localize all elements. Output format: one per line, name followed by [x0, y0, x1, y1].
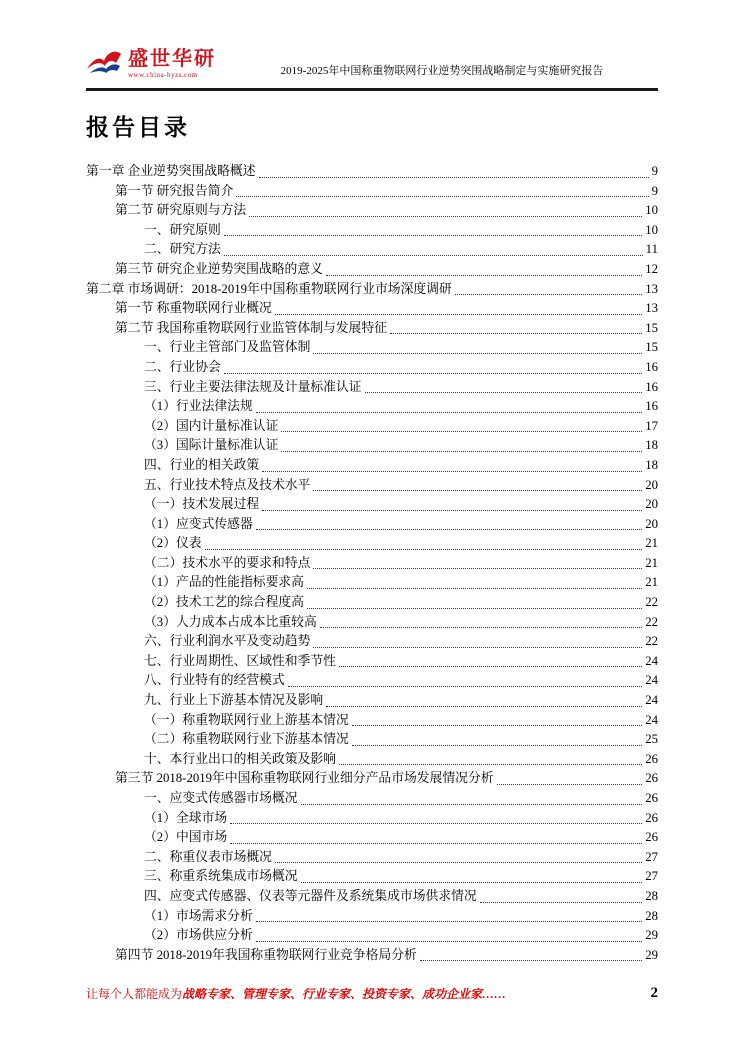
toc-entry-page: 21	[645, 555, 658, 570]
footer-slogan	[86, 985, 506, 1002]
toc-dot-leader	[224, 255, 643, 256]
toc-dot-leader	[313, 490, 642, 491]
toc-entry-page: 10	[645, 203, 658, 218]
toc-dot-leader	[256, 941, 642, 942]
toc-dot-leader	[230, 843, 642, 844]
toc-dot-leader	[365, 392, 643, 393]
footer-slogan-prefix: 让每个人都能成为	[86, 987, 183, 1001]
toc-entry[interactable]	[86, 593, 658, 613]
toc-entry-title: 七、行业周期性、区域性和季节性	[144, 653, 336, 668]
toc-entry-page: 22	[645, 634, 658, 649]
toc-dot-leader	[320, 627, 642, 628]
toc-list	[86, 162, 658, 965]
brand-logo	[86, 46, 216, 81]
toc-entry[interactable]	[86, 946, 658, 966]
toc-entry[interactable]	[86, 652, 658, 672]
toc-entry-title: （1）市场需求分析	[144, 908, 253, 923]
toc-entry-title: （一）技术发展过程	[144, 497, 260, 512]
toc-entry-title: （2）市场供应分析	[144, 928, 253, 943]
toc-entry-page: 24	[645, 693, 658, 708]
toc-dot-leader	[275, 314, 642, 315]
toc-dot-leader	[288, 686, 642, 687]
toc-dot-leader	[352, 725, 642, 726]
toc-entry[interactable]	[86, 299, 658, 319]
toc-entry[interactable]	[86, 358, 658, 378]
brand-name: 盛世华研	[128, 47, 216, 70]
toc-entry-page: 28	[645, 888, 658, 903]
toc-dot-leader	[301, 804, 643, 805]
footer-page-number: 2	[650, 985, 658, 1001]
toc-entry[interactable]	[86, 476, 658, 496]
toc-entry-title: （2）仪表	[144, 536, 202, 551]
toc-dot-leader	[262, 471, 642, 472]
toc-dot-leader	[256, 412, 642, 413]
toc-entry[interactable]	[86, 182, 658, 202]
toc-entry[interactable]	[86, 378, 658, 398]
toc-entry-title: （1）全球市场	[144, 810, 228, 825]
toc-dot-leader	[313, 647, 642, 648]
toc-entry-title: 第二节 我国称重物联网行业监管体制与发展特征	[115, 320, 387, 335]
toc-entry-title: （二）技术水平的要求和特点	[144, 555, 311, 570]
brand-text-block	[128, 49, 216, 79]
toc-entry[interactable]	[86, 926, 658, 946]
toc-entry-page: 11	[645, 242, 658, 257]
toc-entry-page: 26	[645, 751, 658, 766]
toc-entry-title: （一）称重物联网行业上游基本情况	[144, 712, 349, 727]
toc-entry[interactable]	[86, 671, 658, 691]
toc-entry-page: 24	[645, 712, 658, 727]
toc-entry-title: 第四节 2018-2019年我国称重物联网行业竞争格局分析	[115, 947, 417, 962]
toc-entry-page: 25	[645, 732, 658, 747]
toc-dot-leader	[230, 823, 642, 824]
toc-entry-page: 22	[645, 614, 658, 629]
toc-entry-page: 29	[645, 928, 658, 943]
toc-entry-page: 21	[645, 575, 658, 590]
toc-dot-leader	[262, 510, 642, 511]
toc-entry-page: 27	[645, 869, 658, 884]
toc-dot-leader	[275, 862, 642, 863]
toc-dot-leader	[455, 294, 642, 295]
toc-entry[interactable]	[86, 867, 658, 887]
toc-entry-title: 五、行业技术特点及技术水平	[144, 477, 311, 492]
toc-entry-page: 26	[645, 810, 658, 825]
toc-entry-title: （3）人力成本占成本比重较高	[144, 614, 317, 629]
toc-entry-title: 六、行业利润水平及变动趋势	[144, 634, 311, 649]
toc-entry-page: 20	[645, 516, 658, 531]
toc-entry-title: 三、称重系统集成市场概况	[144, 869, 298, 884]
toc-entry[interactable]	[86, 456, 658, 476]
toc-entry-title: 二、称重仪表市场概况	[144, 849, 272, 864]
toc-dot-leader	[205, 549, 643, 550]
page-footer	[86, 985, 658, 1002]
toc-entry-page: 16	[645, 359, 658, 374]
toc-entry-page: 28	[645, 908, 658, 923]
toc-entry-page: 10	[645, 222, 658, 237]
toc-dot-leader	[256, 529, 642, 530]
toc-entry-title: （2）技术工艺的综合程度高	[144, 595, 304, 610]
toc-entry[interactable]	[86, 750, 658, 770]
toc-entry-page: 24	[645, 653, 658, 668]
toc-entry-page: 20	[645, 477, 658, 492]
toc-entry-page: 12	[645, 261, 658, 276]
toc-dot-leader	[326, 275, 642, 276]
toc-entry-page: 13	[645, 301, 658, 316]
toc-dot-leader	[352, 745, 642, 746]
toc-dot-leader	[339, 666, 642, 667]
toc-dot-leader	[313, 568, 642, 569]
toc-entry-page: 26	[645, 791, 658, 805]
toc-entry-title: 二、研究方法	[144, 242, 221, 257]
toc-dot-leader	[249, 216, 642, 217]
toc-entry-title: （1）应变式传感器	[144, 516, 253, 531]
toc-entry-page: 16	[645, 379, 658, 394]
toc-entry[interactable]	[86, 221, 658, 241]
toc-entry-page: 9	[651, 183, 658, 198]
toc-entry[interactable]	[86, 495, 658, 515]
toc-entry-title: （二）称重物联网行业下游基本情况	[144, 732, 349, 747]
toc-entry-title: （1）行业法律法规	[144, 399, 253, 414]
toc-entry[interactable]	[86, 691, 658, 711]
toc-entry[interactable]	[86, 887, 658, 907]
toc-entry-title: 九、行业上下游基本情况及影响	[144, 693, 324, 708]
toc-entry-title: 第二章 市场调研：2018-2019年中国称重物联网行业市场深度调研	[86, 281, 452, 296]
page-title: 报告目录	[86, 115, 190, 140]
toc-entry[interactable]	[86, 789, 658, 809]
toc-entry-page: 22	[645, 595, 658, 610]
toc-entry[interactable]	[86, 280, 658, 300]
toc-entry-title: 第三节 2018-2019年中国称重物联网行业细分产品市场发展情况分析	[115, 771, 494, 786]
toc-entry[interactable]	[86, 711, 658, 731]
toc-entry[interactable]	[86, 613, 658, 633]
toc-entry-title: 第一节 称重物联网行业概况	[115, 301, 272, 316]
toc-dot-leader	[307, 588, 642, 589]
toc-entry-page: 20	[645, 497, 658, 512]
toc-entry-page: 16	[645, 399, 658, 414]
toc-dot-leader	[339, 764, 642, 765]
toc-entry-title: 四、行业的相关政策	[144, 457, 260, 472]
toc-entry-title: （1）产品的性能指标要求高	[144, 575, 304, 590]
toc-entry-page: 18	[645, 457, 658, 472]
toc-dot-leader	[326, 706, 642, 707]
toc-entry[interactable]	[86, 436, 658, 456]
toc-entry[interactable]	[86, 240, 658, 260]
toc-entry-title: 第一节 研究报告简介	[115, 183, 234, 198]
toc-entry[interactable]	[86, 907, 658, 927]
toc-entry-page: 26	[645, 771, 658, 786]
toc-entry[interactable]	[86, 809, 658, 829]
brand-url: www.china-hyzs.com	[128, 70, 198, 79]
toc-dot-leader	[313, 353, 642, 354]
toc-entry-page: 15	[645, 340, 658, 355]
toc-entry-page: 27	[645, 849, 658, 864]
toc-entry[interactable]	[86, 397, 658, 417]
footer-slogan-emphasis: 战略专家、管理专家、行业专家、投资专家、成功企业家……	[182, 987, 507, 1001]
toc-dot-leader	[497, 784, 643, 785]
toc-entry-title: 二、行业协会	[144, 359, 221, 374]
header-divider	[86, 88, 658, 91]
toc-dot-leader	[301, 882, 643, 883]
toc-entry-page: 15	[645, 320, 658, 335]
toc-dot-leader	[420, 960, 642, 961]
toc-dot-leader	[390, 333, 642, 334]
toc-entry-title: （2）中国市场	[144, 830, 228, 845]
toc-dot-leader	[236, 196, 648, 197]
toc-entry[interactable]	[86, 730, 658, 750]
toc-entry-title: （3）国际计量标准认证	[144, 438, 279, 453]
toc-entry-page: 21	[645, 536, 658, 551]
toc-entry[interactable]	[86, 319, 658, 339]
toc-dot-leader	[281, 431, 642, 432]
toc-entry[interactable]	[86, 573, 658, 593]
toc-dot-leader	[259, 177, 649, 178]
toc-entry-page: 9	[651, 164, 658, 178]
toc-dot-leader	[256, 921, 642, 922]
toc-entry-title: 一、研究原则	[144, 222, 221, 237]
toc-entry[interactable]	[86, 338, 658, 358]
toc-entry[interactable]	[86, 848, 658, 868]
toc-entry-title: 一、行业主管部门及监管体制	[144, 340, 311, 355]
toc-entry-title: 三、行业主要法律法规及计量标准认证	[144, 379, 362, 394]
toc-entry-title: 八、行业特有的经营模式	[144, 673, 285, 688]
toc-entry[interactable]	[86, 201, 658, 221]
toc-dot-leader	[307, 608, 642, 609]
toc-dot-leader	[224, 373, 642, 374]
toc-dot-leader	[480, 902, 642, 903]
brand-logo-icon	[86, 46, 122, 81]
header-report-title: 2019-2025年中国称重物联网行业逆势突围战略制定与实施研究报告	[280, 65, 604, 77]
page-header	[86, 46, 658, 81]
toc-entry[interactable]	[86, 260, 658, 280]
toc-entry[interactable]	[86, 417, 658, 437]
toc-entry-title: 四、应变式传感器、仪表等元器件及系统集成市场供求情况	[144, 888, 477, 903]
toc-entry-title: 第三节 研究企业逆势突围战略的意义	[115, 261, 323, 276]
toc-entry-page: 17	[645, 418, 658, 433]
toc-entry[interactable]	[86, 828, 658, 848]
toc-entry[interactable]	[86, 162, 658, 182]
toc-entry[interactable]	[86, 769, 658, 789]
toc-dot-leader	[281, 451, 642, 452]
toc-entry-title: 一、应变式传感器市场概况	[144, 791, 298, 805]
toc-entry-title: （2）国内计量标准认证	[144, 418, 279, 433]
toc-entry[interactable]	[86, 515, 658, 535]
toc-entry-title: 十、本行业出口的相关政策及影响	[144, 751, 336, 766]
toc-entry-page: 13	[645, 281, 658, 296]
toc-dot-leader	[224, 235, 642, 236]
toc-entry-page: 26	[645, 830, 658, 845]
toc-entry-title: 第二节 研究原则与方法	[115, 203, 247, 218]
toc-entry-page: 24	[645, 673, 658, 688]
toc-entry[interactable]	[86, 554, 658, 574]
toc-entry[interactable]	[86, 534, 658, 554]
toc-entry-page: 29	[645, 947, 658, 962]
toc-entry-title: 第一章 企业逆势突围战略概述	[86, 164, 256, 178]
toc-entry-page: 18	[645, 438, 658, 453]
toc-entry[interactable]	[86, 632, 658, 652]
